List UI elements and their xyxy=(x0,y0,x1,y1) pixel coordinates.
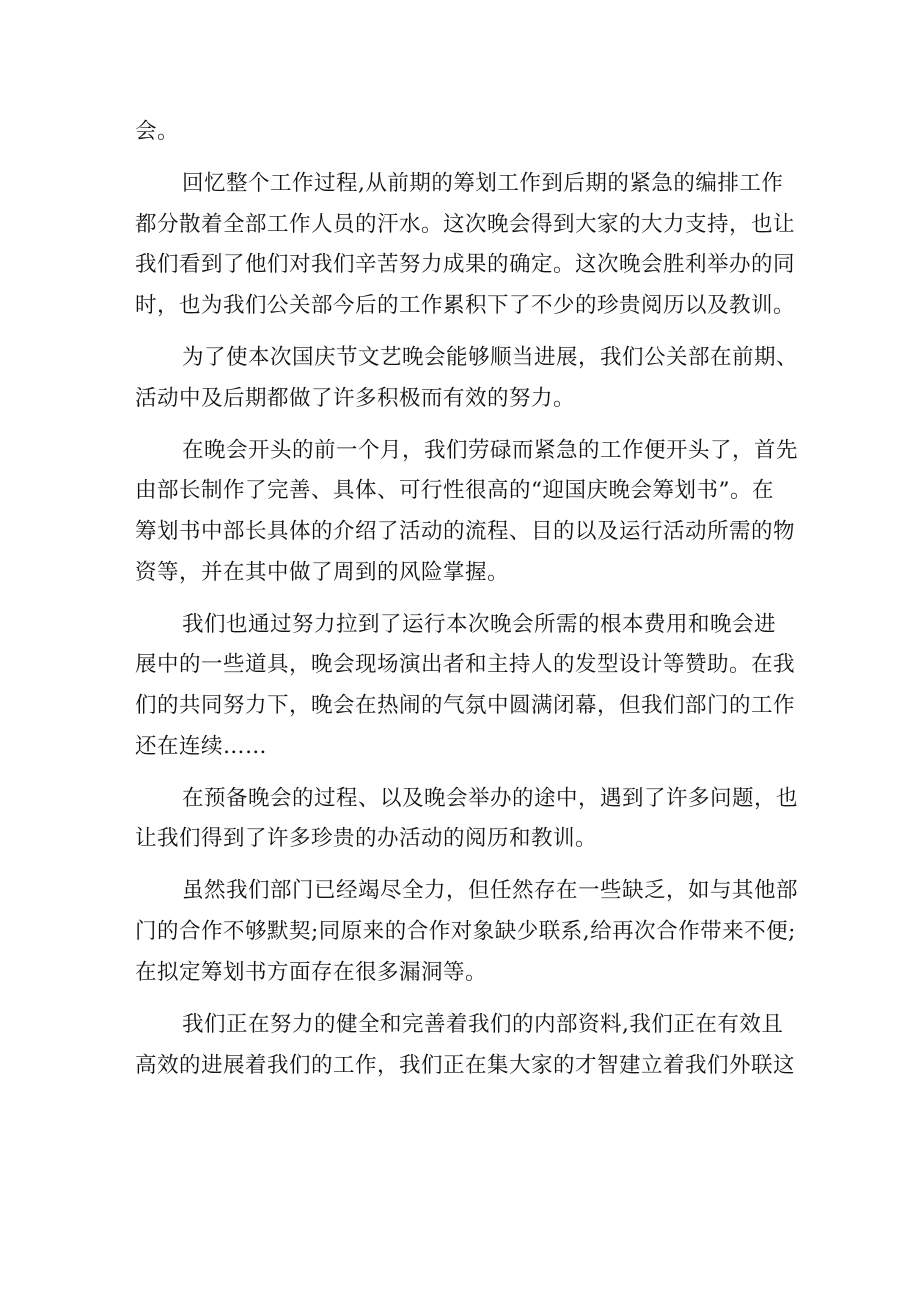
paragraph-4-line-1: 展中的一些道具，晚会现场演出者和主持人的发型设计等赞助。在我 xyxy=(135,652,796,678)
paragraph-6-line-0: 虽然我们部门已经竭尽全力，但任然存在一些缺乏，如与其他部 xyxy=(182,878,799,904)
paragraph-4-line-0: 我们也通过努力拉到了运行本次晚会所需的根本费用和晚会进 xyxy=(182,611,777,637)
paragraph-4-line-2: 们的共同努力下，晚会在热闹的气氛中圆满闭幕，但我们部门的工作 xyxy=(135,693,796,719)
paragraph-4-line-3: 还在连续…… xyxy=(135,733,268,759)
paragraph-3-line-2: 筹划书中部长具体的介绍了活动的流程、目的以及运行活动所需的物 xyxy=(135,519,796,545)
paragraph-2-line-0: 为了使本次国庆节文艺晚会能够顺当进展，我们公关部在前期、 xyxy=(182,345,799,371)
paragraph-2-line-1: 活动中及后期都做了许多积极而有效的努力。 xyxy=(135,385,576,411)
paragraph-5-line-1: 让我们得到了许多珍贵的办活动的阅历和教训。 xyxy=(135,826,598,852)
paragraph-1-line-2: 我们看到了他们对我们辛苦努力成果的确定。这次晚会胜利举办的同 xyxy=(135,252,796,278)
paragraph-3-line-3: 资等，并在其中做了周到的风险掌握。 xyxy=(135,559,510,585)
paragraph-1-line-1: 都分散着全部工作人员的汗水。这次晚会得到大家的大力支持，也让 xyxy=(135,211,796,237)
paragraph-5-line-0: 在预备晚会的过程、以及晚会举办的途中，遇到了许多问题，也 xyxy=(182,785,799,811)
paragraph-6-line-2: 在拟定筹划书方面存在很多漏洞等。 xyxy=(135,959,488,985)
paragraph-3 xyxy=(135,431,799,594)
paragraph-7 xyxy=(135,1005,795,1086)
paragraph-1-line-0: 回忆整个工作过程,从前期的筹划工作到后期的紧急的编排工作 xyxy=(182,170,784,196)
paragraph-6 xyxy=(135,871,799,993)
paragraph-7-line-1: 高效的进展着我们的工作，我们正在集大家的才智建立着我们外联这 xyxy=(135,1052,796,1078)
document-body xyxy=(135,112,799,1086)
paragraph-6-line-1: 门的合作不够默契;同原来的合作对象缺少联系,给再次合作带来不便; xyxy=(135,919,796,945)
paragraph-7-line-0: 我们正在努力的健全和完善着我们的内部资料,我们正在有效且 xyxy=(182,1011,784,1037)
paragraph-2 xyxy=(135,338,799,419)
paragraph-3-line-0: 在晚会开头的前一个月，我们劳碌而紧急的工作便开头了，首先 xyxy=(182,437,799,463)
paragraph-0-line-0: 会。 xyxy=(135,119,180,144)
paragraph-4 xyxy=(135,605,795,768)
paragraph-3-line-1: 由部长制作了完善、具体、可行性很高的“迎国庆晚会筹划书”。在 xyxy=(135,478,774,504)
paragraph-1 xyxy=(135,164,795,327)
paragraph-1-line-3: 时，也为我们公关部今后的工作累积下了不少的珍贵阅历以及教训。 xyxy=(135,293,796,319)
paragraph-5 xyxy=(135,779,799,860)
